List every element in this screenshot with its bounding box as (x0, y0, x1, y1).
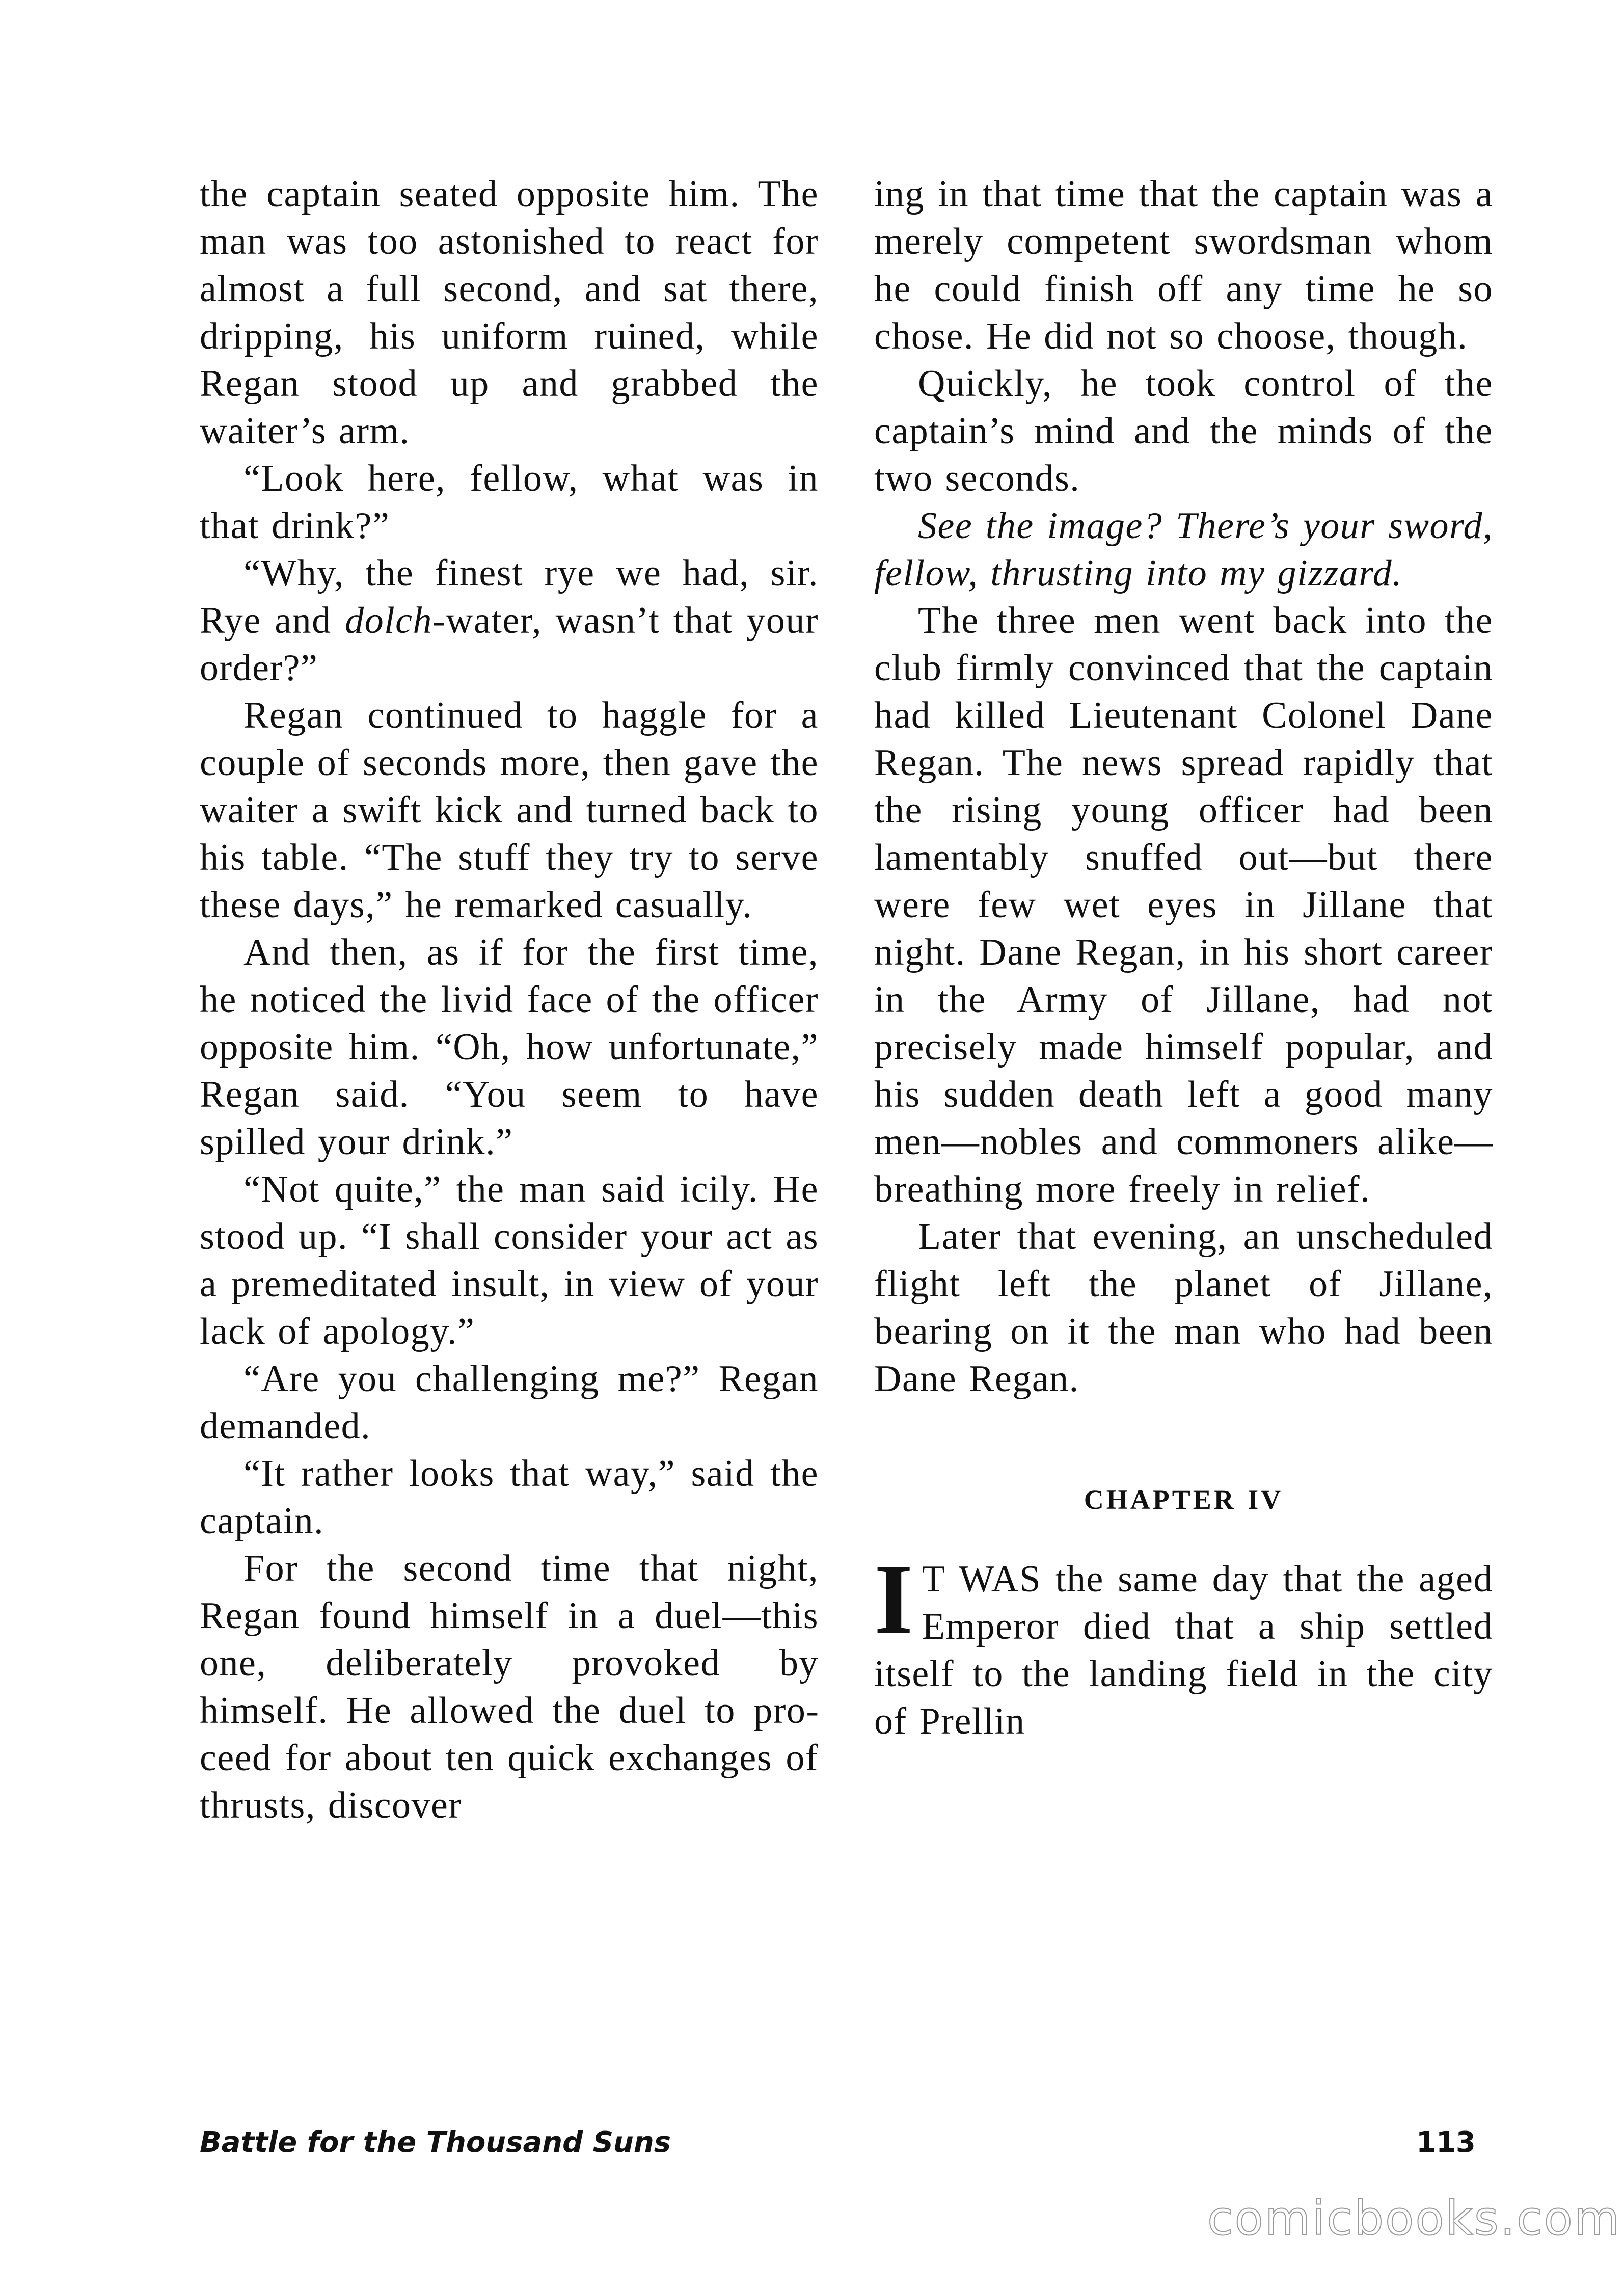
page-number: 113 (1416, 2126, 1476, 2159)
paragraph: Regan continued to haggle for a couple of seconds more, then gave the waiter a swift kick and turned back to his table. “The stuff they try to serve these days,” he remarked casually. (200, 695, 819, 926)
paragraph: “Are you challenging me?” Regan demanded. (200, 1358, 819, 1447)
left-column (200, 171, 819, 1829)
italic-thought: See the image? There’s your sword, fellow, thrusting into my gizzard. (874, 505, 1493, 594)
paragraph: “Not quite,” the man said icily. He stood up. “I shall consider your act as a premeditated insult, in view of your lack of apology.” (200, 1168, 819, 1352)
paragraph: For the second time that night, Regan found himself in a duel—this one, deliberately provoked by himself. He allowed the duel to proceed for about ten quick exchanges of thrusts, discover (200, 1548, 819, 1826)
paragraph: Later that evening, an unscheduled flight left the planet of Jillane, bearing on it the man who had been Dane Regan. (874, 1216, 1493, 1400)
opening-text: the same day that the aged Emperor died that a ship settled itself to the landing field in the city of Prellin (874, 1558, 1493, 1742)
paragraph-dolch-text: “Why, the finest rye we had, sir. Rye and dolch-water, wasn’t that your order?” (200, 552, 819, 689)
running-footer-title: Battle for the Thousand Suns (200, 2126, 671, 2159)
chapter-heading: CHAPTER IV (1084, 1484, 1284, 1515)
paragraph: And then, as if for the first time, he noticed the livid face of the officer opposite him. “Oh, how unfortunate,” Regan said. “You seem to have spilled your drink.” (200, 931, 819, 1163)
paragraph: “It rather looks that way,” said the captain. (200, 1453, 819, 1542)
paragraph: ing in that time that the captain was a merely competent swordsman whom he could finish off any time he so chose. He did not so choose, though. (874, 173, 1493, 357)
paragraph: Quickly, he took control of the captain’s mind and the minds of the two seconds. (874, 363, 1493, 499)
watermark-logo: comicbooks.com (1207, 2191, 1621, 2246)
paragraph: the captain seated opposite him. The man was too astonished to react for almost a full second, and sat there, dripping, his uniform ruined, while Regan stood up and grabbed the waiter’s arm. (200, 173, 819, 452)
paragraph-dolch (200, 550, 819, 692)
right-column (874, 171, 1493, 1745)
paragraph: “Look here, fellow, what was in that drink?” (200, 458, 819, 547)
opening-small-caps: T WAS (922, 1558, 1042, 1600)
paragraph: The three men went back into the club firmly convinced that the captain had killed Lieutenant Colonel Dane Regan. The news spread rapidly that the rising young officer had been lamentably snuffed out—but there were few wet eyes in Jillane that night. Dane Regan, in his short career in the Army of Jillane, had not precisely made himself popular, and his sudden death left a good many men—nobles and commoners alike—breathing more freely in relief. (874, 600, 1493, 1210)
drop-cap: I (874, 1544, 914, 1655)
chapter-opening-paragraph (874, 1544, 1493, 1745)
italic-word: dolch (345, 600, 432, 642)
